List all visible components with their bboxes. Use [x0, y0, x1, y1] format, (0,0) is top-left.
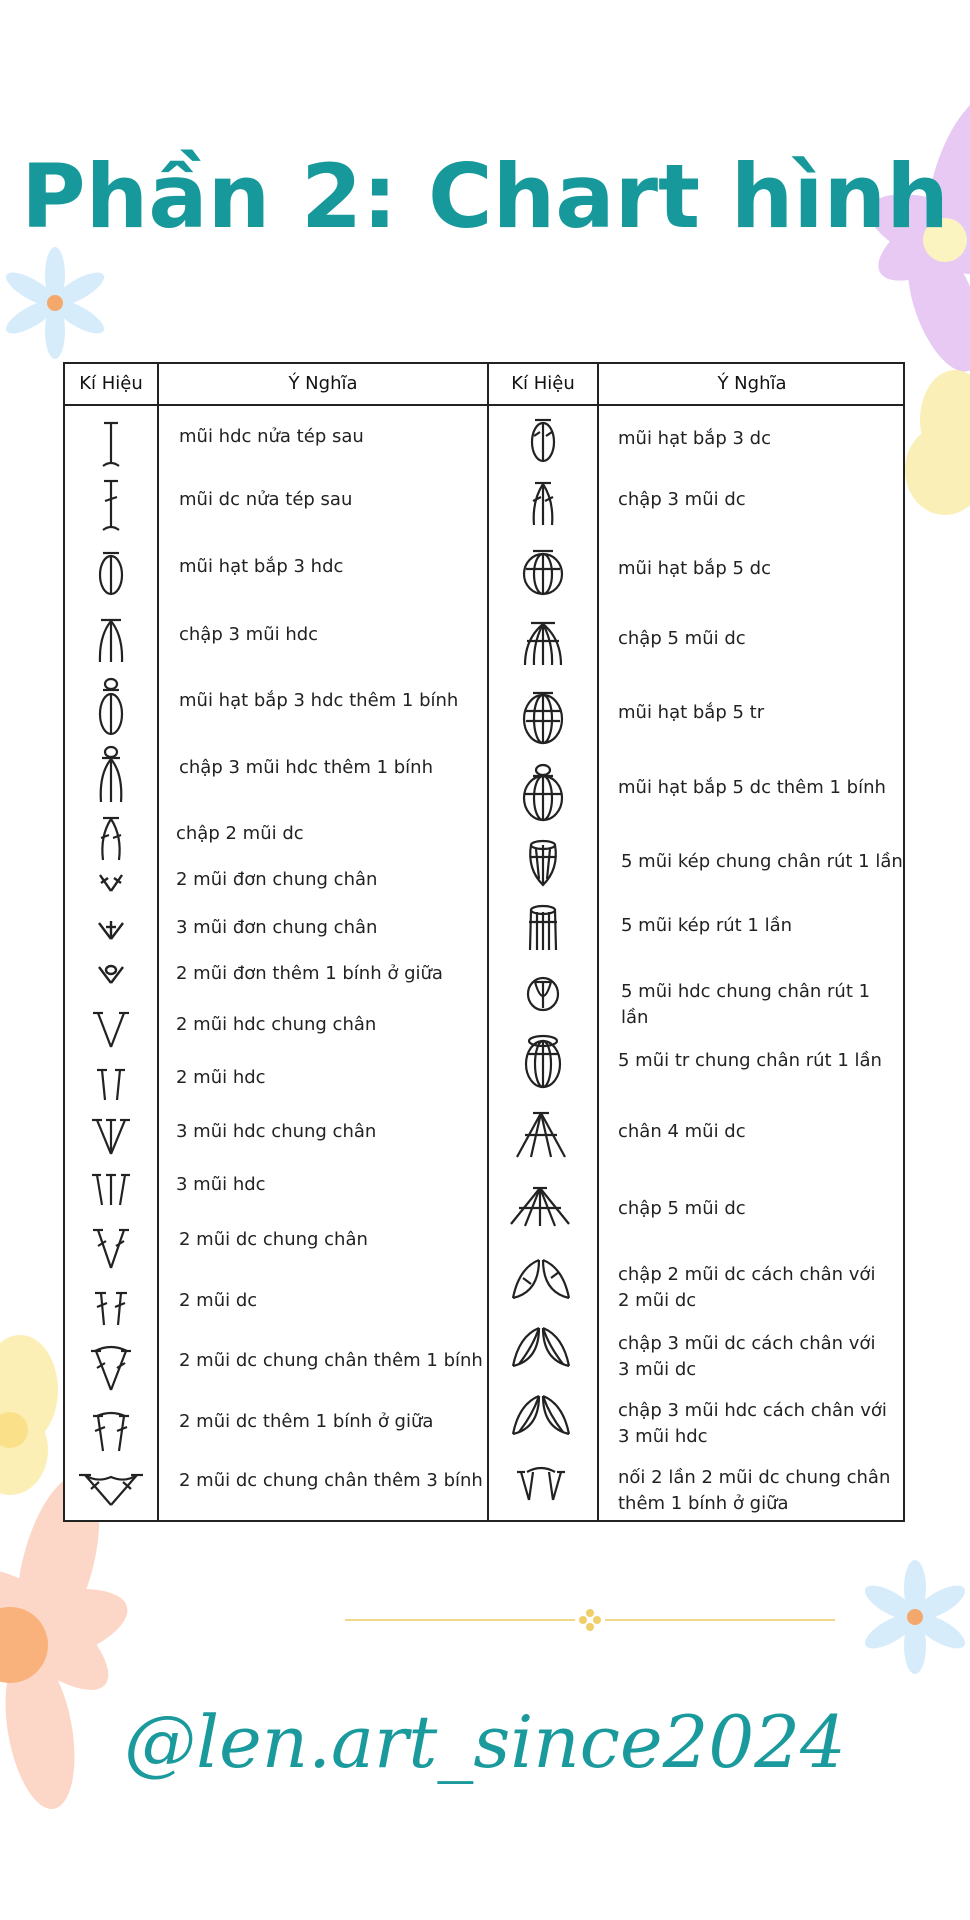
legend-item-text: chập 5 mũi dc: [618, 1198, 746, 1219]
dc2x2-ch1-icon: [513, 1464, 569, 1504]
legend-item-text: mũi hạt bắp 5 tr: [618, 702, 765, 723]
dc3tog-split-icon: [509, 1322, 573, 1372]
dc2-inc-icon: [89, 1224, 133, 1272]
dc3tog-icon: [521, 479, 565, 529]
hdc3tog-split-icon: [509, 1390, 573, 1440]
legend-item-text: 2 mũi dc thêm 1 bính ở giữa: [179, 1411, 434, 1432]
decorative-divider: [345, 1608, 835, 1632]
legend-item-text: 3 mũi hdc: [176, 1174, 266, 1195]
legend-item-text: mũi hạt bắp 5 dc: [618, 558, 771, 579]
legend-item-text: mũi hạt bắp 3 hdc thêm 1 bính: [179, 690, 459, 711]
legend-item-text: mũi hạt bắp 3 hdc: [179, 556, 344, 577]
dc4-fan-icon: [513, 1109, 569, 1161]
hdc-back-loop-icon: [91, 419, 131, 469]
header-meaning-left: Ý Nghĩa: [288, 373, 358, 394]
tr5-cluster-b-icon: [519, 1034, 567, 1090]
dc2-ch1-icon: [87, 1409, 135, 1455]
dc2-inc-ch1-icon: [87, 1344, 135, 1394]
legend-item-text: chập 2 mũi dc cách chân với 2 mũi dc: [618, 1264, 876, 1311]
dc5-fan-icon: [507, 1184, 573, 1230]
legend-item-text: 2 mũi dc chung chân thêm 3 bính: [179, 1470, 483, 1491]
sc2-ch1-icon: [91, 961, 131, 989]
dc2tog-split-icon: [509, 1254, 573, 1304]
legend-item-text: mũi hdc nửa tép sau: [179, 426, 364, 447]
puff-3dc-icon: [521, 416, 565, 466]
legend-item-text: 2 mũi hdc chung chân: [176, 1014, 377, 1035]
legend-item-text: mũi dc nửa tép sau: [179, 489, 353, 510]
legend-item-text: 2 mũi đơn thêm 1 bính ở giữa: [176, 963, 443, 984]
legend-item-text: 5 mũi hdc chung chân rút 1 lần: [621, 981, 871, 1028]
legend-item-text: chập 3 mũi dc cách chân với 3 mũi dc: [618, 1333, 876, 1380]
social-handle: @len.art_since2024: [124, 1700, 846, 1784]
legend-item-text: chập 3 mũi hdc thêm 1 bính: [179, 757, 433, 778]
hdc5-cluster-icon: [523, 974, 563, 1014]
sc3-inc-icon: [91, 917, 131, 945]
puff-5dc-icon: [517, 547, 569, 599]
legend-item-text: 5 mũi kép chung chân rút 1 lần: [621, 851, 903, 872]
header-symbol-right: Kí Hiệu: [511, 373, 575, 394]
legend-item-text: 3 mũi đơn chung chân: [176, 917, 378, 938]
legend-item-text: 5 mũi kép rút 1 lần: [621, 915, 793, 936]
legend-item-text: 2 mũi hdc: [176, 1067, 266, 1088]
dc2-inc-ch3-icon: [77, 1469, 145, 1509]
legend-item-text: 2 mũi đơn chung chân: [176, 869, 378, 890]
tr5tog-icon: [521, 904, 565, 954]
legend-item-text: 5 mũi tr chung chân rút 1 lần: [618, 1050, 882, 1071]
tr5-cluster-icon: [521, 839, 565, 889]
legend-item-text: mũi hạt bắp 3 dc: [618, 428, 771, 449]
puff-3hdc-ch1-icon: [91, 676, 131, 738]
legend-item-text: chập 3 mũi hdc: [179, 624, 319, 645]
legend-item-text: mũi hạt bắp 5 dc thêm 1 bính: [618, 777, 886, 798]
legend-item-text: chập 3 mũi dc: [618, 489, 746, 510]
dc2-icon: [89, 1287, 133, 1329]
stitch-legend-table: [63, 362, 905, 1522]
dc2tog-icon: [91, 814, 131, 864]
puff-3hdc-icon: [91, 549, 131, 599]
legend-item-text: chập 2 mũi dc: [176, 823, 304, 844]
legend-item-text: nối 2 lần 2 mũi dc chung chân thêm 1 bính ở giữa: [618, 1467, 891, 1514]
legend-item-text: 3 mũi hdc chung chân: [176, 1121, 377, 1142]
legend-item-text: chập 5 mũi dc: [618, 628, 746, 649]
sc2-inc-icon: [91, 869, 131, 897]
header-symbol-left: Kí Hiệu: [79, 373, 143, 394]
hdc3tog-ch1-icon: [91, 744, 131, 806]
blue-flower-decoration: [0, 245, 115, 360]
dc5tog-icon: [517, 619, 569, 669]
header-meaning-right: Ý Nghĩa: [717, 373, 787, 394]
hdc3-inc-icon: [89, 1114, 133, 1158]
puff-5tr-icon: [517, 689, 569, 747]
legend-item-text: 2 mũi dc: [179, 1290, 258, 1311]
legend-item-text: chân 4 mũi dc: [618, 1121, 746, 1142]
hdc3-icon: [89, 1169, 133, 1209]
yellow-flower-decoration: [895, 360, 970, 540]
blue-flower-decoration: [860, 1560, 970, 1675]
hdc2-icon: [89, 1064, 133, 1104]
legend-item-text: 2 mũi dc chung chân thêm 1 bính: [179, 1350, 483, 1371]
legend-item-text: 2 mũi dc chung chân: [179, 1229, 368, 1250]
hdc2-inc-icon: [89, 1007, 133, 1051]
hdc3tog-icon: [91, 616, 131, 666]
dc-back-loop-icon: [91, 477, 131, 533]
page-title: Phần 2: Chart hình: [21, 145, 949, 248]
puff-5dc-ch1-icon: [515, 762, 571, 824]
legend-item-text: chập 3 mũi hdc cách chân với 3 mũi hdc: [618, 1400, 887, 1447]
